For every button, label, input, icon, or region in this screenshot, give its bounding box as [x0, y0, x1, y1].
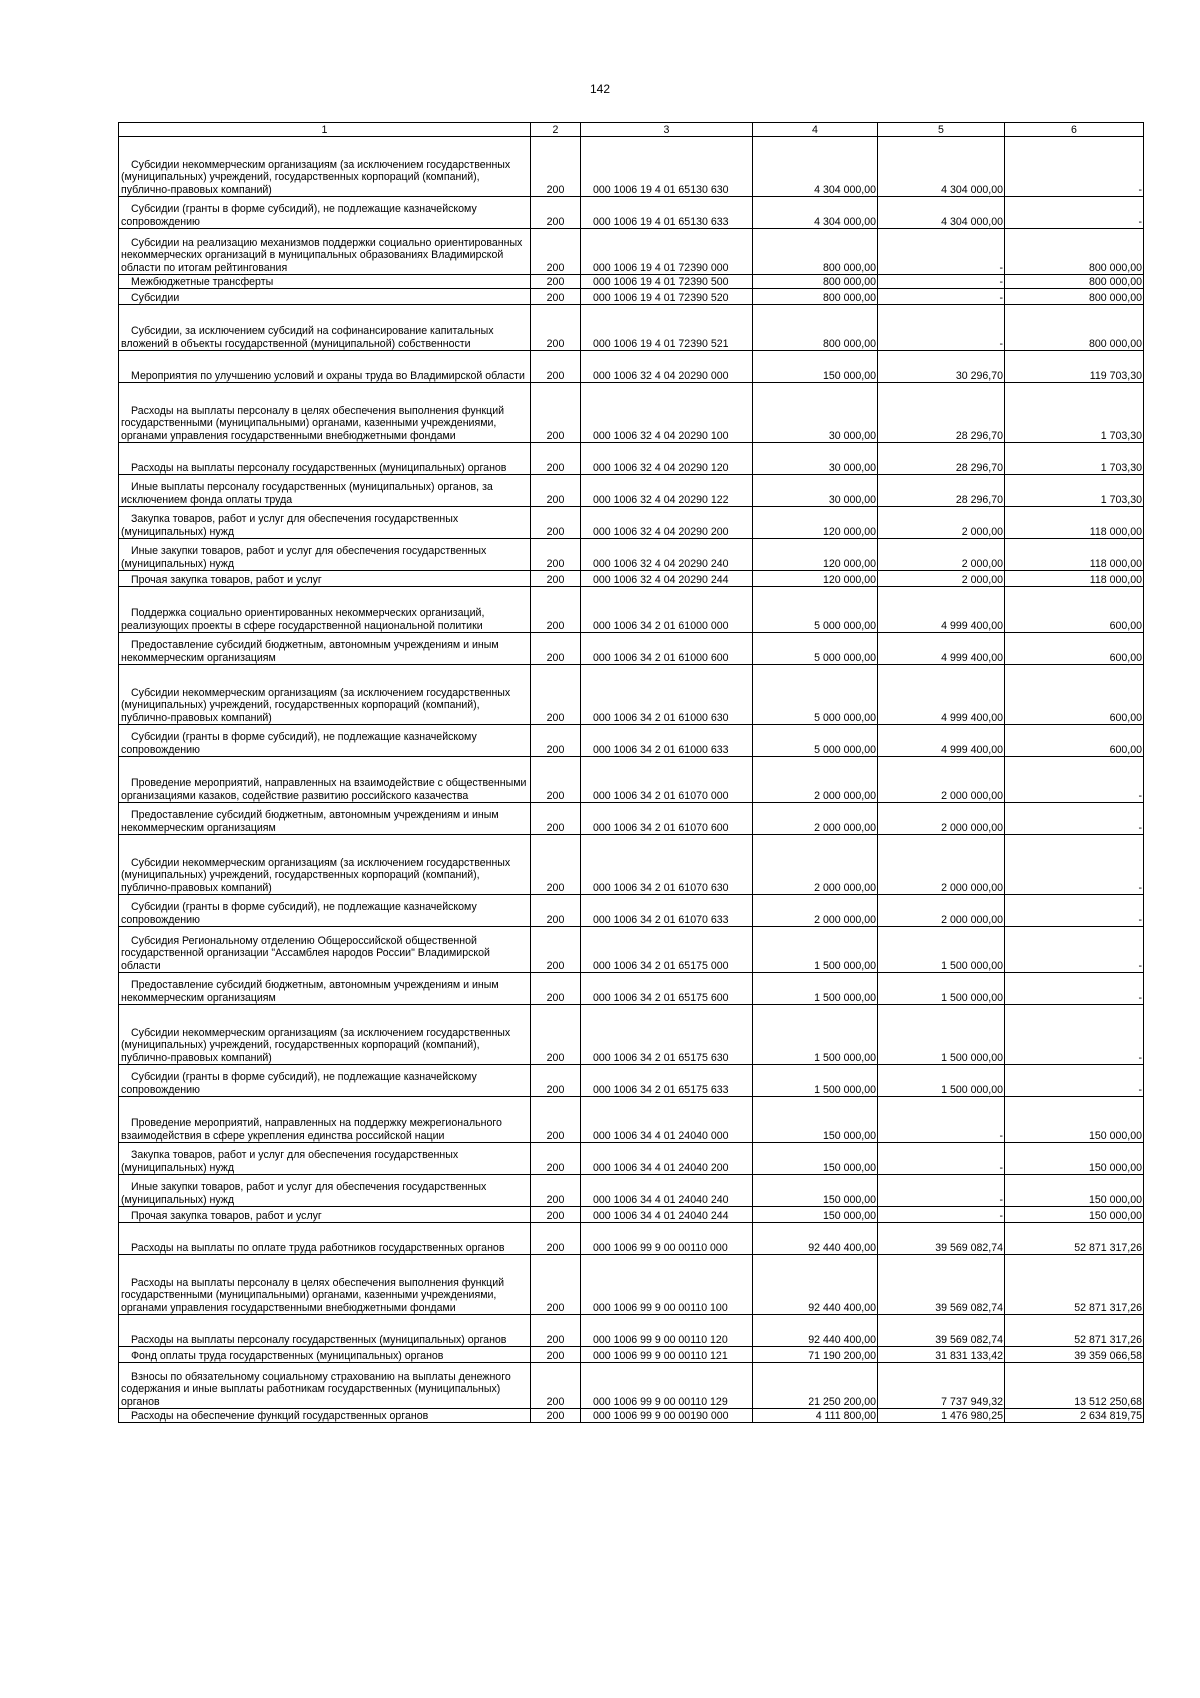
row-admin-code: 200 — [531, 137, 581, 197]
row-name-text: Закупка товаров, работ и услуг для обеспечения государственных (муниципальных) нужд — [121, 513, 459, 538]
table-row — [119, 137, 1144, 197]
row-name — [119, 1207, 531, 1223]
row-name-text: Субсидии — [131, 291, 180, 304]
table-header-row — [119, 123, 1144, 137]
row-budget-code: 000 1006 32 4 04 20290 100 — [581, 383, 753, 443]
row-name — [119, 571, 531, 587]
row-admin-code: 200 — [531, 383, 581, 443]
row-admin-code: 200 — [531, 443, 581, 475]
row-approved-amount: 4 304 000,00 — [753, 197, 878, 229]
row-executed-amount: 4 999 400,00 — [878, 665, 1005, 725]
row-approved-amount: 1 500 000,00 — [753, 927, 878, 973]
row-unexecuted-amount: 600,00 — [1005, 665, 1144, 725]
row-executed-amount: 7 737 949,32 — [878, 1363, 1005, 1409]
table-row — [119, 1065, 1144, 1097]
row-name — [119, 665, 531, 725]
row-name-text: Поддержка социально ориентированных некоммерческих организаций, реализующих проекты в сфере государственной национальной политики — [121, 607, 485, 632]
row-executed-amount: 2 000 000,00 — [878, 835, 1005, 895]
table-row — [119, 757, 1144, 803]
table-row — [119, 229, 1144, 275]
row-budget-code: 000 1006 34 2 01 65175 000 — [581, 927, 753, 973]
row-approved-amount: 5 000 000,00 — [753, 665, 878, 725]
row-name — [119, 1175, 531, 1207]
column-header: 3 — [581, 123, 753, 137]
row-name-text: Проведение мероприятий, направленных на поддержку межрегионального взаимодействия в сфере укрепления единства российской нации — [121, 1117, 502, 1142]
row-approved-amount: 150 000,00 — [753, 1143, 878, 1175]
row-executed-amount: 39 569 082,74 — [878, 1255, 1005, 1315]
row-unexecuted-amount: 150 000,00 — [1005, 1175, 1144, 1207]
row-budget-code: 000 1006 32 4 04 20290 200 — [581, 507, 753, 539]
column-header: 5 — [878, 123, 1005, 137]
row-budget-code: 000 1006 32 4 04 20290 120 — [581, 443, 753, 475]
row-name-text: Субсидии (гранты в форме субсидий), не подлежащие казначейскому сопровождению — [121, 1071, 477, 1096]
row-approved-amount: 30 000,00 — [753, 443, 878, 475]
row-executed-amount: 28 296,70 — [878, 475, 1005, 507]
row-name-text: Субсидии некоммерческим организациям (за исключением государственных (муниципальных) учреждений, государственных корпораций (компаний), публично-правовых компаний) — [121, 856, 511, 894]
row-budget-code: 000 1006 34 2 01 65175 633 — [581, 1065, 753, 1097]
row-executed-amount: 2 000,00 — [878, 539, 1005, 571]
row-executed-amount: - — [878, 275, 1005, 289]
row-approved-amount: 150 000,00 — [753, 351, 878, 383]
row-executed-amount: 28 296,70 — [878, 443, 1005, 475]
row-approved-amount: 71 190 200,00 — [753, 1347, 878, 1363]
row-budget-code: 000 1006 99 9 00 00110 000 — [581, 1223, 753, 1255]
row-unexecuted-amount: 800 000,00 — [1005, 229, 1144, 275]
row-unexecuted-amount: 800 000,00 — [1005, 305, 1144, 351]
row-unexecuted-amount: - — [1005, 973, 1144, 1005]
row-name — [119, 1363, 531, 1409]
row-name — [119, 507, 531, 539]
table-row — [119, 475, 1144, 507]
table-row — [119, 305, 1144, 351]
row-budget-code: 000 1006 99 9 00 00110 120 — [581, 1315, 753, 1347]
row-admin-code: 200 — [531, 197, 581, 229]
row-executed-amount: - — [878, 1097, 1005, 1143]
table-row — [119, 539, 1144, 571]
row-admin-code: 200 — [531, 1347, 581, 1363]
row-name-text: Субсидии некоммерческим организациям (за исключением государственных (муниципальных) учреждений, государственных корпораций (компаний), публично-правовых компаний) — [121, 158, 511, 196]
row-admin-code: 200 — [531, 835, 581, 895]
row-name-text: Расходы на выплаты персоналу государственных (муниципальных) органов — [131, 461, 507, 474]
row-name-text: Субсидии (гранты в форме субсидий), не подлежащие казначейскому сопровождению — [121, 203, 477, 228]
table-row — [119, 197, 1144, 229]
column-header: 2 — [531, 123, 581, 137]
row-name — [119, 1005, 531, 1065]
row-name-text: Иные закупки товаров, работ и услуг для обеспечения государственных (муниципальных) нужд — [121, 1181, 487, 1206]
row-unexecuted-amount: 1 703,30 — [1005, 475, 1144, 507]
row-admin-code: 200 — [531, 275, 581, 289]
row-name — [119, 229, 531, 275]
row-executed-amount: - — [878, 1207, 1005, 1223]
row-executed-amount: 1 500 000,00 — [878, 1005, 1005, 1065]
row-approved-amount: 2 000 000,00 — [753, 835, 878, 895]
row-admin-code: 200 — [531, 665, 581, 725]
row-approved-amount: 2 000 000,00 — [753, 895, 878, 927]
row-executed-amount: 1 500 000,00 — [878, 1065, 1005, 1097]
row-executed-amount: 30 296,70 — [878, 351, 1005, 383]
row-name — [119, 757, 531, 803]
row-name — [119, 1143, 531, 1175]
row-name-text: Предоставление субсидий бюджетным, автономным учреждениям и иным некоммерческим организациям — [121, 639, 499, 664]
row-name-text: Прочая закупка товаров, работ и услуг — [131, 573, 322, 586]
row-name-text: Иные закупки товаров, работ и услуг для обеспечения государственных (муниципальных) нужд — [121, 545, 487, 570]
row-unexecuted-amount: 118 000,00 — [1005, 539, 1144, 571]
row-approved-amount: 92 440 400,00 — [753, 1315, 878, 1347]
row-admin-code: 200 — [531, 289, 581, 305]
row-budget-code: 000 1006 99 9 00 00110 129 — [581, 1363, 753, 1409]
row-name — [119, 197, 531, 229]
row-budget-code: 000 1006 34 4 01 24040 240 — [581, 1175, 753, 1207]
row-executed-amount: 4 304 000,00 — [878, 197, 1005, 229]
column-header: 6 — [1005, 123, 1144, 137]
row-executed-amount: 39 569 082,74 — [878, 1223, 1005, 1255]
row-budget-code: 000 1006 19 4 01 72390 521 — [581, 305, 753, 351]
table-row — [119, 1207, 1144, 1223]
row-budget-code: 000 1006 34 2 01 61070 630 — [581, 835, 753, 895]
row-name-text: Субсидии (гранты в форме субсидий), не подлежащие казначейскому сопровождению — [121, 731, 477, 756]
row-name-text: Субсидии некоммерческим организациям (за исключением государственных (муниципальных) учреждений, государственных корпораций (компаний), публично-правовых компаний) — [121, 686, 511, 724]
row-unexecuted-amount: - — [1005, 835, 1144, 895]
row-budget-code: 000 1006 32 4 04 20290 244 — [581, 571, 753, 587]
row-budget-code: 000 1006 99 9 00 00190 000 — [581, 1409, 753, 1423]
row-name — [119, 1065, 531, 1097]
row-unexecuted-amount: 118 000,00 — [1005, 507, 1144, 539]
table-row — [119, 725, 1144, 757]
row-name — [119, 305, 531, 351]
row-admin-code: 200 — [531, 1065, 581, 1097]
row-name-text: Расходы на выплаты по оплате труда работников государственных органов — [131, 1241, 505, 1254]
row-unexecuted-amount: 600,00 — [1005, 725, 1144, 757]
row-approved-amount: 30 000,00 — [753, 475, 878, 507]
row-name-text: Межбюджетные трансферты — [131, 275, 274, 288]
row-unexecuted-amount: 150 000,00 — [1005, 1097, 1144, 1143]
row-name-text: Предоставление субсидий бюджетным, автономным учреждениям и иным некоммерческим организациям — [121, 979, 499, 1004]
table-row — [119, 633, 1144, 665]
row-approved-amount: 92 440 400,00 — [753, 1223, 878, 1255]
row-approved-amount: 800 000,00 — [753, 275, 878, 289]
row-approved-amount: 30 000,00 — [753, 383, 878, 443]
row-approved-amount: 4 304 000,00 — [753, 137, 878, 197]
row-budget-code: 000 1006 34 2 01 61070 633 — [581, 895, 753, 927]
row-approved-amount: 150 000,00 — [753, 1207, 878, 1223]
row-name-text: Расходы на выплаты персоналу в целях обеспечения выполнения функций государственными (муниципальными) органами, казенными учреждениями, органами управления государственными внебюджетными фондами — [121, 404, 505, 442]
row-approved-amount: 2 000 000,00 — [753, 757, 878, 803]
row-unexecuted-amount: 1 703,30 — [1005, 383, 1144, 443]
row-budget-code: 000 1006 34 2 01 61070 000 — [581, 757, 753, 803]
row-name — [119, 1255, 531, 1315]
row-approved-amount: 1 500 000,00 — [753, 973, 878, 1005]
table-row — [119, 443, 1144, 475]
row-approved-amount: 120 000,00 — [753, 539, 878, 571]
table-row — [119, 1347, 1144, 1363]
row-budget-code: 000 1006 19 4 01 72390 520 — [581, 289, 753, 305]
row-unexecuted-amount: - — [1005, 1065, 1144, 1097]
row-name — [119, 351, 531, 383]
table-row — [119, 803, 1144, 835]
row-approved-amount: 5 000 000,00 — [753, 725, 878, 757]
row-unexecuted-amount: 150 000,00 — [1005, 1143, 1144, 1175]
row-name — [119, 289, 531, 305]
row-budget-code: 000 1006 34 2 01 61000 000 — [581, 587, 753, 633]
row-name-text: Субсидия Региональному отделению Общероссийской общественной государственной организации "Ассамблея народов России" Владимирской области — [121, 934, 490, 972]
row-name — [119, 137, 531, 197]
row-executed-amount: 2 000,00 — [878, 507, 1005, 539]
row-name-text: Расходы на выплаты персоналу в целях обеспечения выполнения функций государственными (муниципальными) органами, казенными учреждениями, органами управления государственными внебюджетными фондами — [121, 1276, 505, 1314]
row-name — [119, 973, 531, 1005]
row-admin-code: 200 — [531, 1223, 581, 1255]
row-name-text: Прочая закупка товаров, работ и услуг — [131, 1209, 322, 1222]
row-admin-code: 200 — [531, 1207, 581, 1223]
row-unexecuted-amount: - — [1005, 757, 1144, 803]
table-row — [119, 835, 1144, 895]
row-approved-amount: 800 000,00 — [753, 289, 878, 305]
row-approved-amount: 4 111 800,00 — [753, 1409, 878, 1423]
row-unexecuted-amount: - — [1005, 803, 1144, 835]
row-name — [119, 803, 531, 835]
row-unexecuted-amount: 800 000,00 — [1005, 275, 1144, 289]
row-name — [119, 383, 531, 443]
table-row — [119, 1175, 1144, 1207]
row-executed-amount: 4 304 000,00 — [878, 137, 1005, 197]
row-unexecuted-amount: 2 634 819,75 — [1005, 1409, 1144, 1423]
row-name — [119, 475, 531, 507]
row-approved-amount: 21 250 200,00 — [753, 1363, 878, 1409]
table-row — [119, 289, 1144, 305]
row-admin-code: 200 — [531, 927, 581, 973]
table-row — [119, 507, 1144, 539]
table-row — [119, 351, 1144, 383]
row-approved-amount: 150 000,00 — [753, 1097, 878, 1143]
row-name — [119, 1223, 531, 1255]
row-executed-amount: 1 476 980,25 — [878, 1409, 1005, 1423]
row-executed-amount: - — [878, 305, 1005, 351]
row-approved-amount: 2 000 000,00 — [753, 803, 878, 835]
row-unexecuted-amount: 119 703,30 — [1005, 351, 1144, 383]
row-name — [119, 927, 531, 973]
table-row — [119, 1409, 1144, 1423]
row-name-text: Взносы по обязательному социальному страхованию на выплаты денежного содержания и иные выплаты работникам государственных (муниципальных) органов — [121, 1370, 511, 1408]
row-executed-amount: 39 569 082,74 — [878, 1315, 1005, 1347]
row-admin-code: 200 — [531, 803, 581, 835]
row-name — [119, 1315, 531, 1347]
row-name-text: Расходы на выплаты персоналу государственных (муниципальных) органов — [131, 1333, 507, 1346]
row-admin-code: 200 — [531, 1409, 581, 1423]
row-name — [119, 587, 531, 633]
row-name-text: Расходы на обеспечение функций государственных органов — [131, 1409, 429, 1422]
row-name — [119, 1347, 531, 1363]
row-admin-code: 200 — [531, 229, 581, 275]
row-unexecuted-amount: 13 512 250,68 — [1005, 1363, 1144, 1409]
row-budget-code: 000 1006 19 4 01 72390 500 — [581, 275, 753, 289]
row-executed-amount: 2 000 000,00 — [878, 757, 1005, 803]
row-admin-code: 200 — [531, 1255, 581, 1315]
row-name — [119, 1409, 531, 1423]
row-unexecuted-amount: 52 871 317,26 — [1005, 1255, 1144, 1315]
row-name-text: Субсидии, за исключением субсидий на софинансирование капитальных вложений в объекты государственной (муниципальной) собственности — [121, 325, 494, 350]
column-header: 1 — [119, 123, 531, 137]
row-executed-amount: - — [878, 1175, 1005, 1207]
row-name-text: Фонд оплаты труда государственных (муниципальных) органов — [131, 1349, 444, 1362]
row-budget-code: 000 1006 19 4 01 65130 630 — [581, 137, 753, 197]
row-approved-amount: 1 500 000,00 — [753, 1005, 878, 1065]
row-budget-code: 000 1006 34 2 01 61000 633 — [581, 725, 753, 757]
row-admin-code: 200 — [531, 351, 581, 383]
row-unexecuted-amount: 150 000,00 — [1005, 1207, 1144, 1223]
row-name — [119, 1097, 531, 1143]
row-admin-code: 200 — [531, 571, 581, 587]
row-unexecuted-amount: 600,00 — [1005, 633, 1144, 665]
row-executed-amount: 1 500 000,00 — [878, 973, 1005, 1005]
row-name-text: Субсидии некоммерческим организациям (за исключением государственных (муниципальных) учреждений, государственных корпораций (компаний), публично-правовых компаний) — [121, 1026, 511, 1064]
row-unexecuted-amount: 52 871 317,26 — [1005, 1315, 1144, 1347]
row-admin-code: 200 — [531, 1143, 581, 1175]
row-executed-amount: 4 999 400,00 — [878, 587, 1005, 633]
row-admin-code: 200 — [531, 507, 581, 539]
row-budget-code: 000 1006 34 2 01 61000 630 — [581, 665, 753, 725]
row-admin-code: 200 — [531, 1097, 581, 1143]
table-row — [119, 1097, 1144, 1143]
row-unexecuted-amount: - — [1005, 927, 1144, 973]
row-executed-amount: 2 000 000,00 — [878, 895, 1005, 927]
row-admin-code: 200 — [531, 633, 581, 665]
row-executed-amount: - — [878, 1143, 1005, 1175]
row-unexecuted-amount: - — [1005, 895, 1144, 927]
column-header: 4 — [753, 123, 878, 137]
table-body — [119, 137, 1144, 1423]
row-admin-code: 200 — [531, 1175, 581, 1207]
row-executed-amount: - — [878, 229, 1005, 275]
row-name-text: Проведение мероприятий, направленных на взаимодействие с общественными организациями казаков, содействие развитию российского казачества — [121, 777, 527, 802]
row-unexecuted-amount: 1 703,30 — [1005, 443, 1144, 475]
row-executed-amount: 1 500 000,00 — [878, 927, 1005, 973]
row-unexecuted-amount: - — [1005, 1005, 1144, 1065]
row-name — [119, 443, 531, 475]
row-executed-amount: 31 831 133,42 — [878, 1347, 1005, 1363]
row-name-text: Мероприятия по улучшению условий и охраны труда во Владимирской области — [131, 369, 525, 382]
row-admin-code: 200 — [531, 1005, 581, 1065]
row-budget-code: 000 1006 34 2 01 61070 600 — [581, 803, 753, 835]
row-budget-code: 000 1006 99 9 00 00110 121 — [581, 1347, 753, 1363]
row-approved-amount: 800 000,00 — [753, 229, 878, 275]
row-unexecuted-amount: - — [1005, 137, 1144, 197]
row-admin-code: 200 — [531, 757, 581, 803]
row-name-text: Предоставление субсидий бюджетным, автономным учреждениям и иным некоммерческим организациям — [121, 809, 499, 834]
row-budget-code: 000 1006 34 2 01 65175 630 — [581, 1005, 753, 1065]
row-budget-code: 000 1006 34 4 01 24040 200 — [581, 1143, 753, 1175]
row-executed-amount: - — [878, 289, 1005, 305]
row-executed-amount: 4 999 400,00 — [878, 633, 1005, 665]
row-name-text: Субсидии (гранты в форме субсидий), не подлежащие казначейскому сопровождению — [121, 901, 477, 926]
row-budget-code: 000 1006 99 9 00 00110 100 — [581, 1255, 753, 1315]
row-approved-amount: 92 440 400,00 — [753, 1255, 878, 1315]
row-name — [119, 539, 531, 571]
table-row — [119, 665, 1144, 725]
table-row — [119, 383, 1144, 443]
row-approved-amount: 120 000,00 — [753, 507, 878, 539]
row-budget-code: 000 1006 34 2 01 65175 600 — [581, 973, 753, 1005]
row-name-text: Субсидии на реализацию механизмов поддержки социально ориентированных некоммерческих организаций в муниципальных образованиях Владимирской области по итогам рейтингования — [121, 236, 523, 274]
row-name — [119, 725, 531, 757]
budget-table — [118, 122, 1144, 1423]
row-approved-amount: 5 000 000,00 — [753, 587, 878, 633]
table-row — [119, 1363, 1144, 1409]
row-unexecuted-amount: 800 000,00 — [1005, 289, 1144, 305]
row-name — [119, 835, 531, 895]
row-budget-code: 000 1006 34 4 01 24040 000 — [581, 1097, 753, 1143]
row-admin-code: 200 — [531, 1315, 581, 1347]
table-row — [119, 587, 1144, 633]
page-number: 142 — [589, 82, 611, 96]
table-row — [119, 927, 1144, 973]
row-executed-amount: 28 296,70 — [878, 383, 1005, 443]
row-unexecuted-amount: - — [1005, 197, 1144, 229]
row-approved-amount: 5 000 000,00 — [753, 633, 878, 665]
row-unexecuted-amount: 118 000,00 — [1005, 571, 1144, 587]
row-budget-code: 000 1006 32 4 04 20290 122 — [581, 475, 753, 507]
row-unexecuted-amount: 600,00 — [1005, 587, 1144, 633]
row-unexecuted-amount: 52 871 317,26 — [1005, 1223, 1144, 1255]
row-name-text: Закупка товаров, работ и услуг для обеспечения государственных (муниципальных) нужд — [121, 1149, 459, 1174]
row-admin-code: 200 — [531, 587, 581, 633]
row-admin-code: 200 — [531, 725, 581, 757]
row-admin-code: 200 — [531, 1363, 581, 1409]
row-executed-amount: 2 000,00 — [878, 571, 1005, 587]
row-budget-code: 000 1006 34 4 01 24040 244 — [581, 1207, 753, 1223]
row-name-text: Иные выплаты персоналу государственных (муниципальных) органов, за исключением фонда оплаты труда — [121, 481, 493, 506]
row-unexecuted-amount: 39 359 066,58 — [1005, 1347, 1144, 1363]
row-budget-code: 000 1006 32 4 04 20290 240 — [581, 539, 753, 571]
table-row — [119, 571, 1144, 587]
row-approved-amount: 150 000,00 — [753, 1175, 878, 1207]
row-admin-code: 200 — [531, 475, 581, 507]
row-admin-code: 200 — [531, 895, 581, 927]
table-row — [119, 895, 1144, 927]
table-row — [119, 1005, 1144, 1065]
table-row — [119, 1223, 1144, 1255]
table-row — [119, 275, 1144, 289]
row-approved-amount: 1 500 000,00 — [753, 1065, 878, 1097]
row-approved-amount: 800 000,00 — [753, 305, 878, 351]
row-budget-code: 000 1006 19 4 01 65130 633 — [581, 197, 753, 229]
row-executed-amount: 2 000 000,00 — [878, 803, 1005, 835]
row-name — [119, 275, 531, 289]
table-row — [119, 973, 1144, 1005]
row-admin-code: 200 — [531, 539, 581, 571]
row-approved-amount: 120 000,00 — [753, 571, 878, 587]
row-name — [119, 895, 531, 927]
table-row — [119, 1315, 1144, 1347]
row-admin-code: 200 — [531, 973, 581, 1005]
table-row — [119, 1143, 1144, 1175]
table-row — [119, 1255, 1144, 1315]
row-admin-code: 200 — [531, 305, 581, 351]
row-budget-code: 000 1006 34 2 01 61000 600 — [581, 633, 753, 665]
row-executed-amount: 4 999 400,00 — [878, 725, 1005, 757]
row-name — [119, 633, 531, 665]
row-budget-code: 000 1006 32 4 04 20290 000 — [581, 351, 753, 383]
row-budget-code: 000 1006 19 4 01 72390 000 — [581, 229, 753, 275]
